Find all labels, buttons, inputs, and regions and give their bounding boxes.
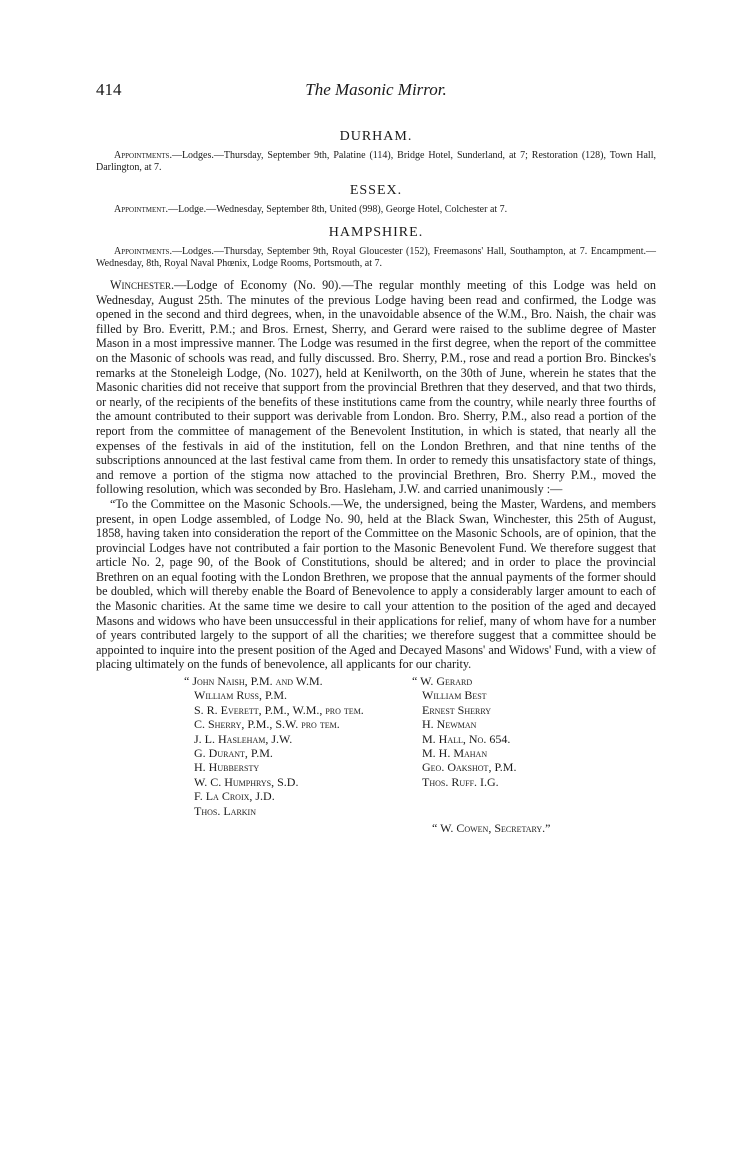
signature: C. Sherry, P.M., S.W. pro tem. [194, 717, 340, 732]
signature: “ John Naish, P.M. and W.M. [184, 674, 323, 689]
page-header [96, 80, 656, 104]
section-durham [96, 128, 656, 174]
section-heading: ESSEX. [349, 183, 403, 198]
signature: F. La Croix, J.D. [194, 789, 275, 804]
article-body [96, 128, 656, 836]
signature: Thos. Larkin [194, 803, 256, 818]
signature: G. Durant, P.M. [194, 746, 273, 761]
notice-label: Appointments. [114, 246, 172, 257]
signature: H. Newman [422, 717, 477, 732]
section-notice [96, 246, 656, 270]
signature: J. L. Hasleham, J.W. [194, 731, 293, 746]
signature: William Russ, P.M. [194, 688, 288, 703]
signature: S. R. Everett, P.M., W.M., pro tem. [194, 702, 364, 717]
signature: “ W. Gerard [412, 674, 473, 689]
signature-column-left [184, 674, 414, 818]
signature: William Best [422, 688, 487, 703]
notice-text: —Lodge.—Wednesday, September 8th, United (998), George Hotel, Colchester at 7. [168, 204, 508, 215]
signature: M. Hall, No. 654. [422, 731, 511, 746]
notice-text: —Lodges.—Thursday, September 9th, Royal Gloucester (152), Freemasons' Hall, Southampton, at 7. Encampment.—Wednesday, 8th, Royal Naval Phœnix, Lodge Rooms, Portsmouth, at 7. [96, 246, 656, 269]
section-heading: DURHAM. [339, 129, 413, 144]
lodge-report-paragraph [96, 278, 656, 497]
signature: Thos. Ruff. I.G. [422, 774, 499, 789]
signature: M. H. Mahan [422, 746, 488, 761]
resolution-paragraph: “To the Committee on the Masonic Schools.—We, the undersigned, being the Master, Wardens, and members present, in open Lodge assembled, of Lodge No. 90, held at the Black Swan, Winchester, this 25th of August, 1858, having taken into consideration the report of the Committee on the Masonic Schools, are of opinion, that the provincial Lodges have not contributed a fair portion to the Masonic Benevolent Fund. We therefore suggest that article No. 2, page 90, of the Book of Constitutions, should be altered; and in order to place the provincial Brethren on an equal footing with the London Brethren, we propose that the annual payments of the former should be doubled, which will thereby enable the Board of Benevolence to apply a considerably larger amount to each of the Masonic charities. At the same time we desire to call your attention to the position of the aged and decayed Masons and widows who have been unsuccessful in their applications for relief, many of whom have for a number of years contributed largely to the support of all the charities; we therefore suggest that a committee should be appointed to inquire into the present position of the Aged and Decayed Masons' and Widows' Fund, with a view of placing ultimately on the funds of benevolence, all applicants for our charity. [96, 496, 656, 672]
report-text: —Lodge of Economy (No. 90).—The regular monthly meeting of this Lodge was held on Wednesday, August 25th. The minutes of the previous Lodge having been read and confirmed, the Lodge was opened in the second and third degrees, when, in the unavoidable absence of the W.M., Bro. Naish, the chair was filled by Bro. Everitt, P.M.; and Bros. Ernest, Sherry, and Gerard were raised to the sublime degree of Master Mason in a most impressive manner. The Lodge was resumed in the first degree, when the report of the committee on the Masonic of schools was read, and fully discussed. Bro. Sherry, P.M., rose and read a portion Bro. Binckes's remarks at the Stoneleigh Lodge, (No. 1027), held at Kenilworth, on the 30th of June, wherein he states that the Masonic charities did not receive that support from the provincial Brethren that they deserved, and that two thirds, or nearly, of the recipients of the benefits of these institutions came from the country, while nearly three fourths of the amount contributed to their support was derivable from London. Bro. Sherry, P.M., also read a portion of the report from the committee of management of the Benevolent Institution, in which is stated, that nearly all the expenses of the festivals in aid of the institution, fell on the London Brethren, and that nine tenths of the subscriptions announced at the last festival came from them. In order to remedy this unsatisfactory state of things, and remove a portion of the stigma now attached to the provincial Brethren, Bro. Sherry P.M., moved the following resolution, which was seconded by Bro. Hasleham, J.W. and carried unanimously :— [96, 278, 656, 497]
page-number: 414 [96, 80, 122, 99]
section-hampshire [96, 224, 656, 270]
section-notice [96, 204, 656, 216]
report-lead: Winchester. [110, 278, 175, 292]
signature-column-right [412, 674, 652, 789]
signature: Geo. Oakshot, P.M. [422, 760, 517, 775]
signature: W. C. Humphrys, S.D. [194, 774, 299, 789]
signature: Ernest Sherry [422, 702, 492, 717]
section-heading: HAMPSHIRE. [328, 225, 424, 240]
notice-label: Appointments. [114, 150, 172, 161]
secretary-signature: “ W. Cowen, Secretary.” [432, 821, 551, 836]
section-essex [96, 182, 656, 216]
running-title: The Masonic Mirror. [305, 80, 447, 99]
signature-block [96, 674, 656, 836]
notice-text: —Lodges.—Thursday, September 9th, Palatine (114), Bridge Hotel, Sunderland, at 7; Restoration (128), Town Hall, Darlington, at 7. [96, 150, 656, 173]
signature: H. Hubbersty [194, 760, 260, 775]
section-notice [96, 150, 656, 174]
notice-label: Appointment. [114, 204, 169, 215]
